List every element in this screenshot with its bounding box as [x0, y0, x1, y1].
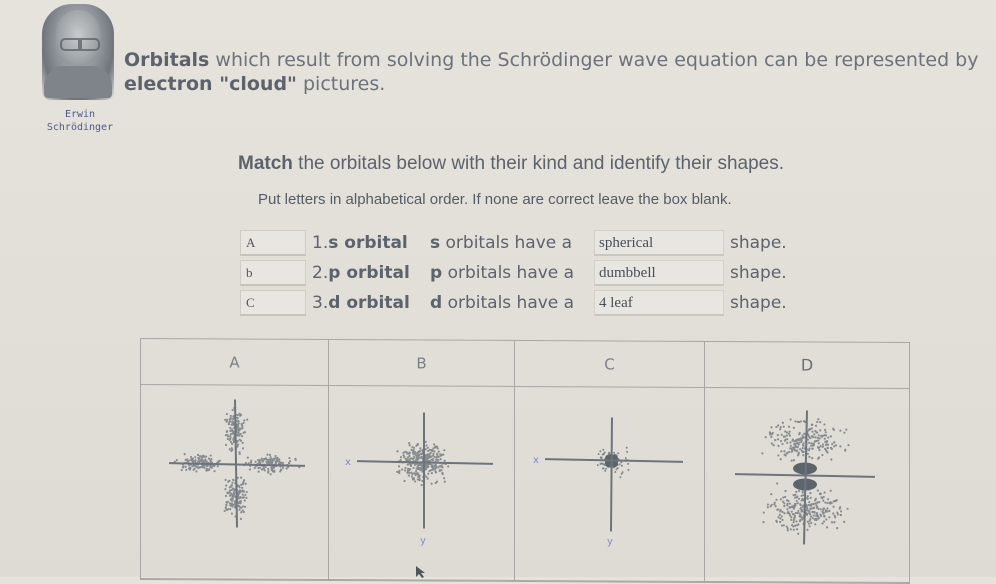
- spherical-orbital-icon: [329, 386, 515, 581]
- orbital-image-d: [705, 388, 909, 583]
- task-title-bold: Match: [238, 153, 293, 174]
- shape-word-d: shape.: [730, 293, 787, 313]
- orbital-label-p: [312, 263, 430, 283]
- caption-last-name: Schrödinger: [46, 122, 114, 133]
- orbital-number: 2.: [312, 263, 329, 283]
- portrait-glasses: [60, 38, 100, 51]
- desc-letter: p: [430, 263, 443, 283]
- caption-first-name: Erwin: [64, 109, 96, 120]
- orbital-label-s: [312, 233, 430, 253]
- intro-text-2: pictures.: [296, 73, 386, 95]
- letter-input-p[interactable]: b: [240, 260, 306, 286]
- orbital-word: orbital: [340, 293, 410, 313]
- y-axis-label: y: [607, 536, 613, 548]
- orbital-letter: p: [328, 263, 341, 283]
- portrait-caption: [40, 108, 120, 134]
- cloverleaf-orbital-icon: [141, 385, 329, 580]
- orbital-image-table: [140, 338, 910, 584]
- letter-input-s[interactable]: A: [240, 230, 306, 256]
- small-spherical-orbital-icon: [515, 387, 705, 582]
- answer-row-s: [240, 228, 787, 258]
- x-axis-label: x: [345, 457, 351, 469]
- answer-row-d: [240, 288, 787, 318]
- table-header-c: C: [515, 341, 705, 388]
- letter-input-d[interactable]: C: [240, 290, 306, 316]
- intro-text: [124, 48, 984, 96]
- shape-word-s: shape.: [730, 233, 787, 253]
- answer-row-p: [240, 258, 787, 288]
- shape-prompt-d: [430, 293, 590, 313]
- dumbbell-orbital-icon: [705, 388, 909, 583]
- x-axis-label: x: [533, 455, 539, 467]
- desc-rest: orbitals have a: [442, 293, 575, 313]
- table-header-b: B: [329, 340, 515, 387]
- y-axis-label: y: [420, 535, 426, 547]
- shape-prompt-p: [430, 263, 590, 283]
- orbital-word: orbital: [340, 263, 410, 283]
- shape-input-p[interactable]: dumbbell: [594, 260, 724, 286]
- shape-word-p: shape.: [730, 263, 787, 283]
- orbital-word: orbital: [338, 233, 408, 253]
- intro-text-1: which result from solving the Schrödinger wave equation can be represented by: [209, 49, 979, 71]
- orbital-image-c: [515, 387, 705, 582]
- task-title: [238, 153, 784, 175]
- orbital-label-d: [312, 293, 430, 313]
- orbital-number: 3.: [312, 293, 329, 313]
- orbital-number: 1.: [312, 233, 329, 253]
- orbital-letter: d: [328, 293, 341, 313]
- table-header-d: D: [705, 342, 909, 389]
- schrodinger-portrait: [42, 4, 114, 100]
- shape-input-d[interactable]: 4 leaf: [594, 290, 724, 316]
- orbital-letter: s: [328, 233, 339, 253]
- task-instruction: Put letters in alphabetical order. If none are correct leave the box blank.: [258, 191, 732, 208]
- desc-rest: orbitals have a: [442, 263, 575, 283]
- task-title-rest: the orbitals below with their kind and identify their shapes.: [292, 153, 785, 174]
- desc-letter: d: [430, 293, 443, 313]
- orbital-image-b: [329, 386, 515, 581]
- desc-letter: s: [430, 233, 441, 253]
- shape-input-s[interactable]: spherical: [594, 230, 724, 256]
- orbital-image-a: [141, 385, 329, 580]
- shape-prompt-s: [430, 233, 590, 253]
- intro-bold-orbitals: Orbitals: [124, 49, 210, 71]
- table-header-a: A: [141, 339, 329, 386]
- desc-rest: orbitals have a: [440, 233, 573, 253]
- intro-bold-cloud: electron "cloud": [124, 73, 297, 95]
- portrait-coat: [44, 66, 112, 98]
